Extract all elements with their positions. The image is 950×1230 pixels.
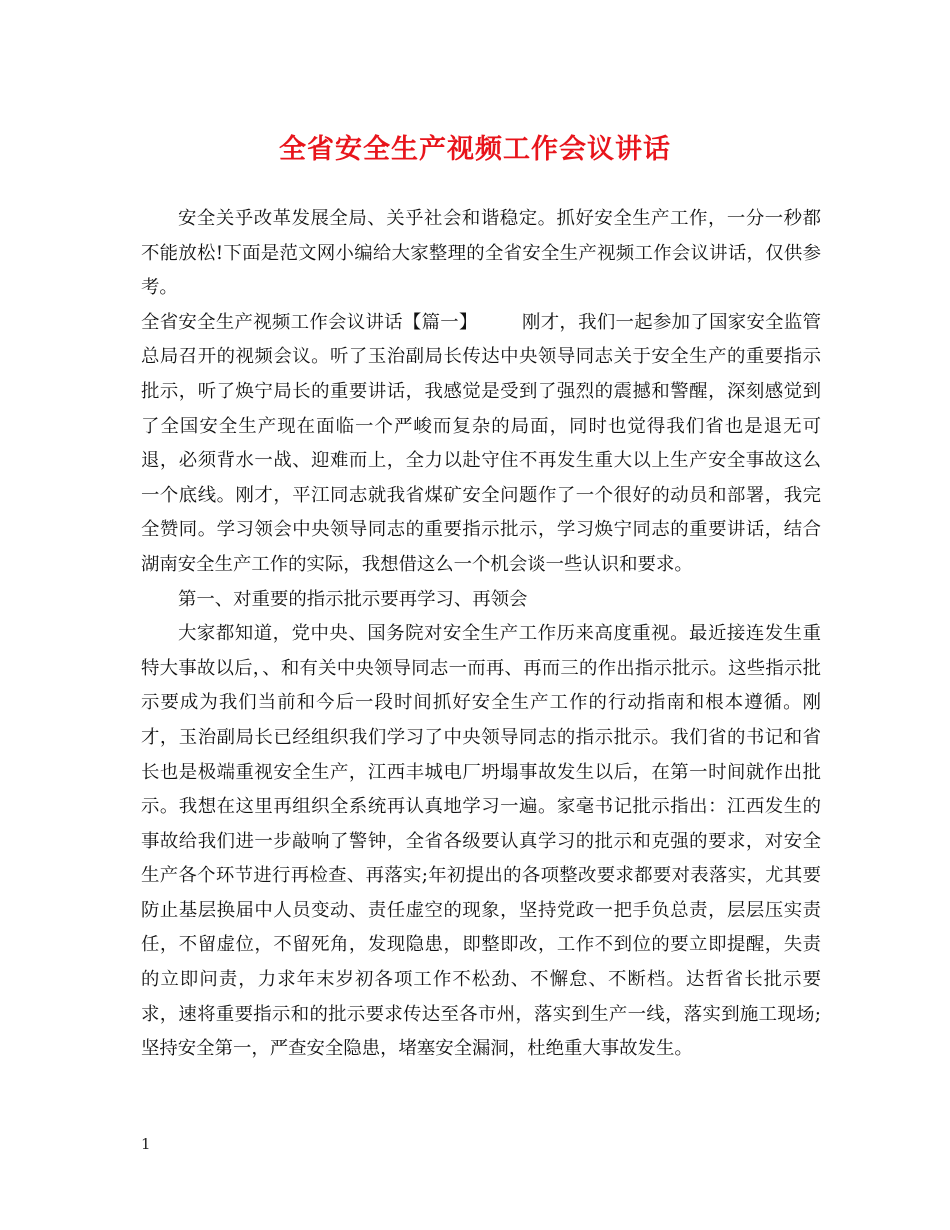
paragraph-2: 大家都知道，党中央、国务院对安全生产工作历来高度重视。最近接连发生重特大事故以后，、和有关中央领导同志一而再、再而三的作出指示批示。这些指示批示要成为我们当前和今后一段时间抓好安全生产工作的行动指南和根本遵循。刚才，玉治副局长已经组织我们学习了中央领导同志的指示批示。我们省的书记和省长也是极端重视安全生产，江西丰城电厂坍塌事故发生以后，在第一时间就作出批示。我想在这里再组织全系统再认真地学习一遍。家毫书记批示指出：江西发生的事故给我们进一步敲响了警钟，全省各级要认真学习的批示和克强的要求，对安全生产各个环节进行再检查、再落实;年初提出的各项整改要求都要对表落实，尤其要防止基层换届中人员变动、责任虚空的现象，坚持党政一把手负总责，层层压实责任，不留虚位，不留死角，发现隐患，即整即改，工作不到位的要立即提醒，失责的立即问责，力求年末岁初各项工作不松劲、不懈怠、不断档。达哲省长批示要求，速将重要指示和的批示要求传达至各市州，落实到生产一线，落实到施工现场;坚持安全第一，严查安全隐患，堵塞安全漏洞，杜绝重大事故发生。 bbox=[141, 623, 821, 1060]
document-title: 全省安全生产视频工作会议讲话 bbox=[279, 134, 671, 165]
section-heading: 全省安全生产视频工作会议讲话【篇一】 bbox=[141, 311, 478, 333]
paragraph-1: 刚才，我们一起参加了国家安全监管总局召开的视频会议。听了玉治副局长传达中央领导同志关于安全生产的重要指示批示，听了焕宁局长的重要讲话，我感觉是受到了强烈的震撼和警醒，深刻感觉到了全国安全生产现在面临一个严峻而复杂的局面，同时也觉得我们省也是退无可退，必须背水一战、迎难而上，全力以赴守住不再发生重大以上生产安全事故这么一个底线。刚才，平江同志就我省煤矿安全问题作了一个很好的动员和部署，我完全赞同。学习领会中央领导同志的重要指示批示，学习焕宁同志的重要讲话，结合湖南安全生产工作的实际，我想借这么一个机会谈一些认识和要求。 bbox=[141, 311, 821, 575]
section-paragraph bbox=[141, 306, 821, 583]
page-number: 1 bbox=[141, 1135, 151, 1153]
document-body bbox=[141, 202, 821, 1067]
point-1-heading: 第一、对重要的指示批示要再学习、再领会 bbox=[178, 588, 528, 610]
intro-paragraph: 安全关乎改革发展全局、关乎社会和谐稳定。抓好安全生产工作，一分一秒都不能放松!下面是范文网小编给大家整理的全省安全生产视频工作会议讲话，仅供参考。 bbox=[141, 208, 821, 299]
